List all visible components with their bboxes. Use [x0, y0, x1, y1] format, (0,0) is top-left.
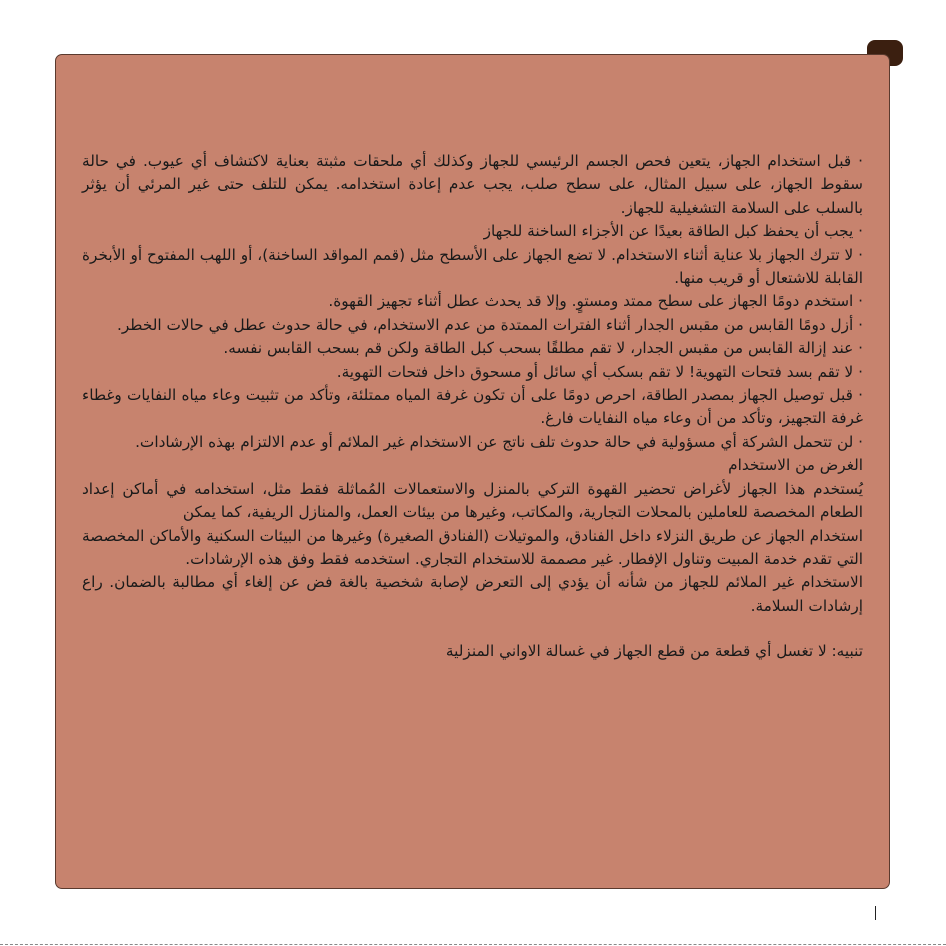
page-bottom-rule: [0, 944, 946, 945]
page-number-marker: [875, 906, 876, 920]
safety-item-water-chamber: · قبل توصيل الجهاز بمصدر الطاقة، احرص دومًا على أن تكون غرفة المياه ممتلئة، وتأكد من تثبيت وعاء مياه النفايات وغطاء غرفة التجهيز، وتأكد من أن وعاء مياه النفايات فارغ.: [82, 386, 863, 428]
improper-use-paragraph: الاستخدام غير الملائم للجهاز من شأنه أن يؤدي إلى التعرض لإصابة شخصية بالغة فض عن إلغاء أي مطالبة بالضمان. راع إرشادات السلامة.: [82, 573, 863, 615]
instructions-text: [82, 150, 863, 664]
dishwasher-warning: تنبيه: لا تغسل أي قطعة من قطع الجهاز في غسالة الاواني المنزلية: [445, 642, 863, 661]
safety-item-unattended: · لا تترك الجهاز بلا عناية أثناء الاستخدام. لا تضع الجهاز على الأسطح مثل (قمم المواقد الساخنة)، أو اللهب المفتوح أو الأبخرة القابلة للاشتعال أو قريب منها.: [82, 245, 863, 288]
instructions-panel: [55, 54, 890, 889]
safety-item-pull-plug: · عند إزالة القابس من مقبس الجدار، لا تقم مطلقًا بسحب كبل الطاقة ولكن قم بسحب القابس نفسه.: [223, 339, 863, 358]
safety-item-unplug: · أزل دومًا القابس من مقبس الجدار أثناء الفترات الممتدة من عدم الاستخدام، في حالة حدوث عطل في حالات الخطر.: [117, 315, 863, 334]
safety-item-vents: · لا تقم بسد فتحات التهوية! لا تقم بسكب أي سائل أو مسحوق داخل فتحات التهوية.: [336, 362, 863, 381]
intended-use-paragraph-2: استخدام الجهاز عن طريق النزلاء داخل الفنادق، والموتيلات (الفنادق الصغيرة) وغيرها من البيئات السكنية والأماكن المخصصة التي تقدم خدمة المبيت وتناول الإفطار. غير مصممة للاستخدام التجاري. استخدمه فقط وفق هذه الإرشادات.: [82, 526, 863, 568]
section-heading-intended-use: الغرض من الاستخدام: [728, 456, 863, 475]
safety-item-flat-surface: · استخدم دومًا الجهاز على سطح ممتد ومستوٍ. وإلا قد يحدث عطل أثناء تجهيز القهوة.: [328, 292, 863, 311]
safety-item-cable-heat: · يجب أن يحفظ كبل الطاقة بعيدًا عن الأجزاء الساخنة للجهاز: [483, 222, 863, 241]
safety-item-inspect: · قبل استخدام الجهاز، يتعين فحص الجسم الرئيسي للجهاز وكذلك أي ملحقات مثبتة بعناية لاكتشاف أي عيوب. في حالة سقوط الجهاز، على سبيل المثال، على سطح صلب، يجب عدم إعادة استخدامه. يمكن للتلف حتى غير المرئي أن يؤثر بالسلب على السلامة التشغيلية للجهاز.: [82, 152, 863, 217]
intended-use-paragraph-1: يُستخدم هذا الجهاز لأغراض تحضير القهوة التركي بالمنزل والاستعمالات المُماثلة فقط مثل، استخدامه في أماكن إعداد الطعام المخصصة للعاملين بالمحلات التجارية، والمكاتب، وغيرها من بيئات العمل، والمنازل الريفية، كما يمكن: [82, 479, 863, 522]
safety-item-liability: · لن تتحمل الشركة أي مسؤولية في حالة حدوث تلف ناتج عن الاستخدام غير الملائم أو عدم الالتزام بهذه الإرشادات.: [135, 432, 863, 451]
